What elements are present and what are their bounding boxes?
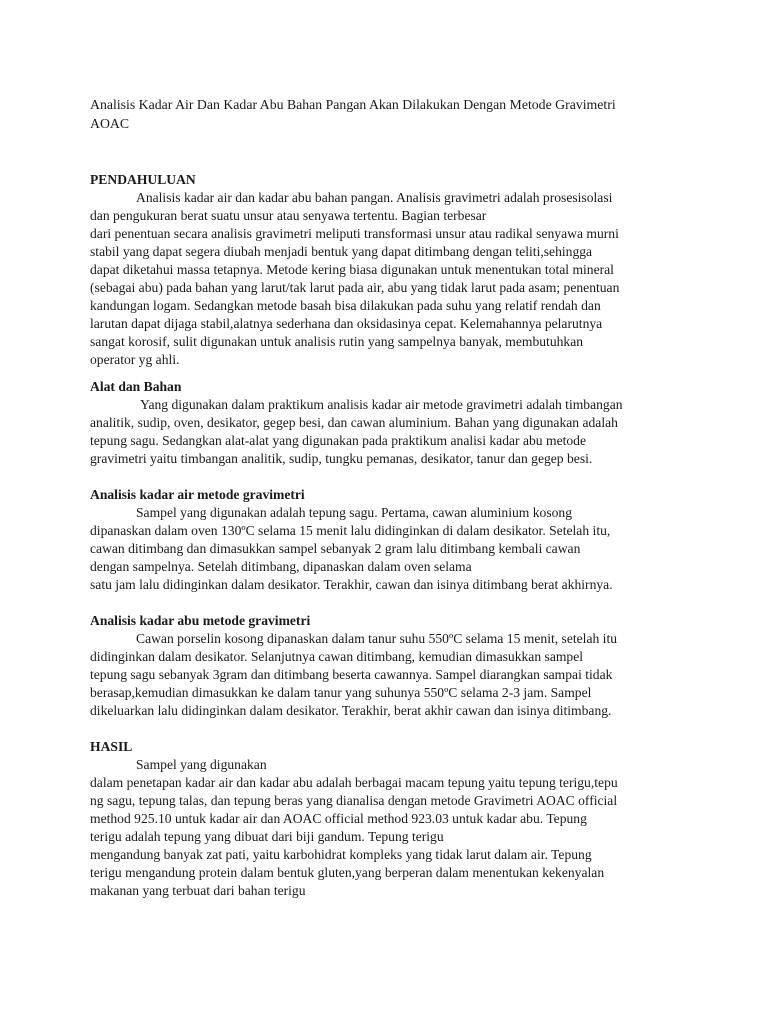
paragraph-line: dari penentuan secara analisis gravimetri meliputi transformasi unsur atau radikal senyawa murni	[90, 226, 619, 241]
title-line: Analisis Kadar Air Dan Kadar Abu Bahan Pangan Akan Dilakukan Dengan Metode Gravimetri	[90, 97, 616, 112]
paragraph-line: mengandung banyak zat pati, yaitu karbohidrat kompleks yang tidak larut dalam air. Tepung	[90, 847, 592, 862]
paragraph-line: tepung sagu. Sedangkan alat-alat yang digunakan pada praktikum analisi kadar abu metode	[90, 433, 587, 448]
paragraph-line: (sebagai abu) pada bahan yang larut/tak larut pada air, abu yang tidak larut pada asam; penentuan	[90, 280, 620, 295]
paragraph-line: analitik, sudip, oven, desikator, gegep besi, dan cawan aluminium. Bahan yang digunakan adalah	[90, 415, 618, 430]
section-alat-dan-bahan	[90, 378, 680, 468]
section-heading: PENDAHULUAN	[90, 172, 196, 187]
paragraph-line: makanan yang terbuat dari bahan terigu	[90, 883, 306, 898]
paragraph-line: operator yg ahli.	[90, 352, 180, 367]
paragraph-line: stabil yang dapat segera diubah menjadi bentuk yang dapat ditimbang dengan teliti,sehingga	[90, 244, 593, 259]
paragraph-line: dengan sampelnya. Setelah ditimbang, dipanaskan dalam oven selama	[90, 559, 472, 574]
paragraph-line: terigu adalah tepung yang dibuat dari biji gandum. Tepung terigu	[90, 829, 444, 844]
section-heading: HASIL	[90, 739, 133, 754]
paragraph-line: dikeluarkan lalu didinginkan dalam desikator. Terakhir, berat akhir cawan dan isinya ditimbang.	[90, 703, 612, 718]
paragraph-line: cawan ditimbang dan dimasukkan sampel sebanyak 2 gram lalu ditimbang kembali cawan	[90, 541, 581, 556]
paragraph-line: method 925.10 untuk kadar air dan AOAC official method 923.03 untuk kadar abu. Tepung	[90, 811, 587, 826]
section-pendahuluan	[90, 171, 680, 369]
section-heading: Analisis kadar air metode gravimetri	[90, 487, 305, 502]
paragraph-line: tepung sagu sebanyak 3gram dan ditimbang beserta cawannya. Sampel diarangkan sampai tidak	[90, 667, 613, 682]
paragraph-line: Yang digunakan dalam praktikum analisis kadar air metode gravimetri adalah timbangan	[140, 397, 623, 412]
section-heading: Analisis kadar abu metode gravimetri	[90, 613, 311, 628]
document-body	[90, 95, 680, 909]
paragraph-line: sangat korosif, sulit digunakan untuk analisis rutin yang sampelnya banyak, membutuhkan	[90, 334, 584, 349]
paragraph-line: dalam penetapan kadar air dan kadar abu adalah berbagai macam tepung yaitu tepung terigu,tepu	[90, 775, 618, 790]
paragraph-line: didinginkan dalam desikator. Selanjutnya cawan ditimbang, kemudian dimasukkan sampel	[90, 649, 584, 664]
paragraph-line: terigu mengandung protein dalam bentuk gluten,yang berperan dalam menentukan kekenyalan	[90, 865, 605, 880]
section-hasil	[90, 738, 680, 900]
paragraph-line: dapat diketahui massa tetapnya. Metode kering biasa digunakan untuk menentukan total mineral	[90, 262, 614, 277]
document-title	[90, 95, 680, 133]
paragraph-line: Sampel yang digunakan adalah tepung sagu. Pertama, cawan aluminium kosong	[136, 505, 573, 520]
section-heading: Alat dan Bahan	[90, 379, 182, 394]
title-line: AOAC	[90, 116, 130, 131]
paragraph-line: dipanaskan dalam oven 130ºC selama 15 menit lalu didinginkan di dalam desikator. Setelah itu,	[90, 523, 611, 538]
section-analisis-kadar-air	[90, 486, 680, 594]
paragraph-line: satu jam lalu didinginkan dalam desikator. Terakhir, cawan dan isinya ditimbang berat akhirnya.	[90, 577, 613, 592]
paragraph-line: dan pengukuran berat suatu unsur atau senyawa tertentu. Bagian terbesar	[90, 208, 487, 223]
paragraph-line: larutan dapat dijaga stabil,alatnya sederhana dan oksidasinya cepat. Kelemahannya pelarutnya	[90, 316, 603, 331]
section-analisis-kadar-abu	[90, 612, 680, 720]
paragraph-line: Analisis kadar air dan kadar abu bahan pangan. Analisis gravimetri adalah prosesisolasi	[136, 190, 613, 205]
paragraph-line: berasap,kemudian dimasukkan ke dalam tanur yang suhunya 550ºC selama 2-3 jam. Sampel	[90, 685, 592, 700]
paragraph-line: kandungan logam. Sedangkan metode basah bisa dilakukan pada suhu yang relatif rendah dan	[90, 298, 601, 313]
paragraph-line: ng sagu, tepung talas, dan tepung beras yang dianalisa dengan metode Gravimetri AOAC official	[90, 793, 618, 808]
paragraph-line: Sampel yang digunakan	[136, 757, 267, 772]
paragraph-line: Cawan porselin kosong dipanaskan dalam tanur suhu 550ºC selama 15 menit, setelah itu	[136, 631, 618, 646]
paragraph-line: gravimetri yaitu timbangan analitik, sudip, tungku pemanas, desikator, tanur dan gegep besi.	[90, 451, 593, 466]
